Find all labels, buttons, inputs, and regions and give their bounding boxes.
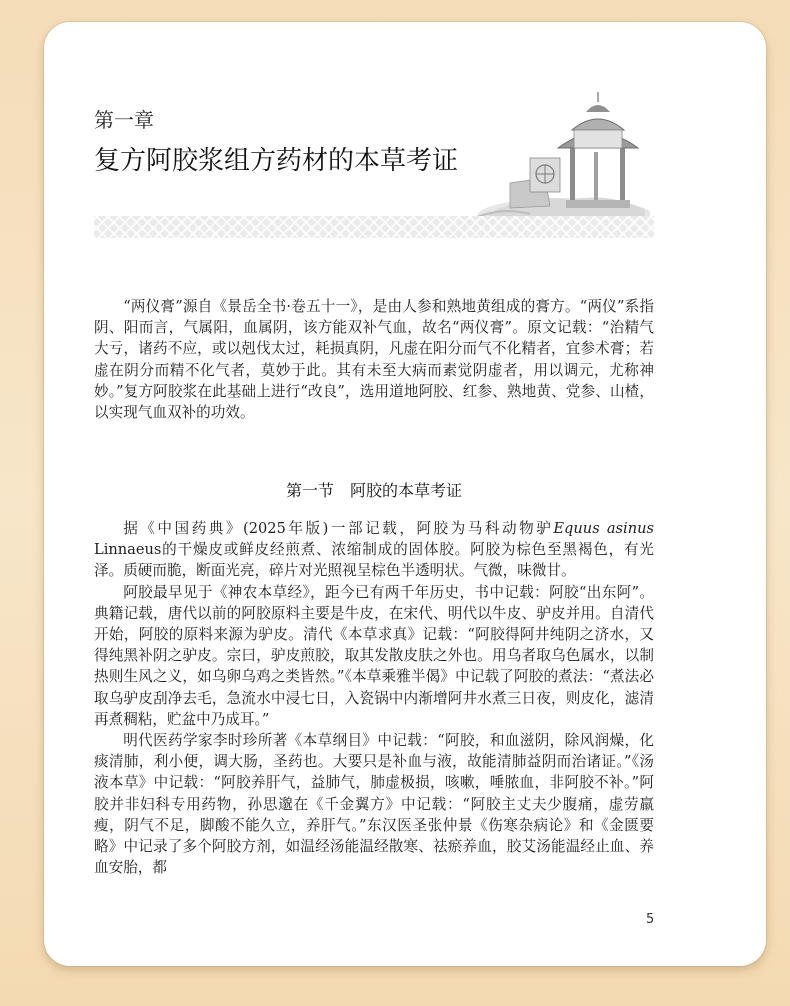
decorative-divider-band [94, 216, 654, 238]
chapter-label: 第一章 [94, 108, 154, 132]
intro-paragraph-block [94, 296, 654, 423]
section-paragraph-2: 阿胶最早见于《神农本草经》，距今已有两千年历史，书中记载：阿胶“出东阿”。典籍记载，唐代以前的阿胶原料主要是牛皮，在宋代、明代以牛皮、驴皮并用。自清代开始，阿胶的原料来源为驴皮。清代《本草求真》记载：“阿胶得阿井纯阴之济水，又得纯黑补阴之驴皮。宗曰，驴皮煎胶，取其发散皮肤之外也。用乌者取乌色属水，以制热则生风之义，如乌卵乌鸡之类皆然。”《本草乘雅半偈》中记载了阿胶的煮法：“煮法必取乌驴皮刮净去毛，急流水中浸七日，入瓷锅中内渐增阿井水煮三日夜，则皮化，滤清再煮稠粘，贮盆中乃成耳。” [94, 583, 654, 728]
latin-species-name: Equus asinus [553, 520, 654, 537]
paragraph-1-text-b: Linnaeus的干燥皮或鲜皮经煎煮、浓缩制成的固体胶。阿胶为棕色至黑褐色，有光泽。质硬而脆，断面光亮，碎片对光照视呈棕色半透明状。气微，味微甘。 [94, 541, 654, 580]
section-title: 第一节 阿胶的本草考证 [285, 481, 462, 500]
section-paragraph-1 [94, 518, 654, 582]
chapter-title: 复方阿胶浆组方药材的本草考证 [94, 146, 459, 176]
section-paragraph-3: 明代医药学家李时珍所著《本草纲目》中记载：“阿胶，和血滋阴，除风润燥，化痰清肺，利小便，调大肠，圣药也。大要只是补血与液，故能清肺益阴而治诸证。”《汤液本草》中记载：“阿胶养肝气，益肺气，肺虚极损，咳嗽，唾脓血，非阿胶不补。”阿胶并非妇科专用药物，孙思邈在《千金翼方》中记载：“阿胶主丈夫少腹痛，虚劳羸瘦，阴气不足，脚酸不能久立，养肝气。”东汉医圣张仲景《伤寒杂病论》和《金匮要略》中记录了多个阿胶方剂，如温经汤能温经散寒、祛瘀养血，胶艾汤能温经止血、养血安胎，都 [94, 732, 654, 877]
section-body [94, 518, 654, 878]
page-number: 5 [646, 912, 655, 927]
intro-paragraph: “两仪膏”源自《景岳全书·卷五十一》，是由人参和熟地黄组成的膏方。“两仪”系指阴、阳而言，气属阳，血属阴，该方能双补气血，故名“两仪膏”。原文记载：“治精气大亏，诸药不应，或以剋伐太过，耗损真阴，凡虚在阳分而气不化精者，宜参术膏；若虚在阴分而精不化气者，莫妙于此。其有未至大病而素觉阴虚者，用以调元，尤称神妙。”复方阿胶浆在此基础上进行“改良”，选用道地阿胶、红参、熟地黄、党参、山楂，以实现气血双补的功效。 [94, 298, 654, 422]
paragraph-1-text-a: 据《中国药典》(2025年版)一部记载，阿胶为马科动物驴 [123, 520, 554, 537]
